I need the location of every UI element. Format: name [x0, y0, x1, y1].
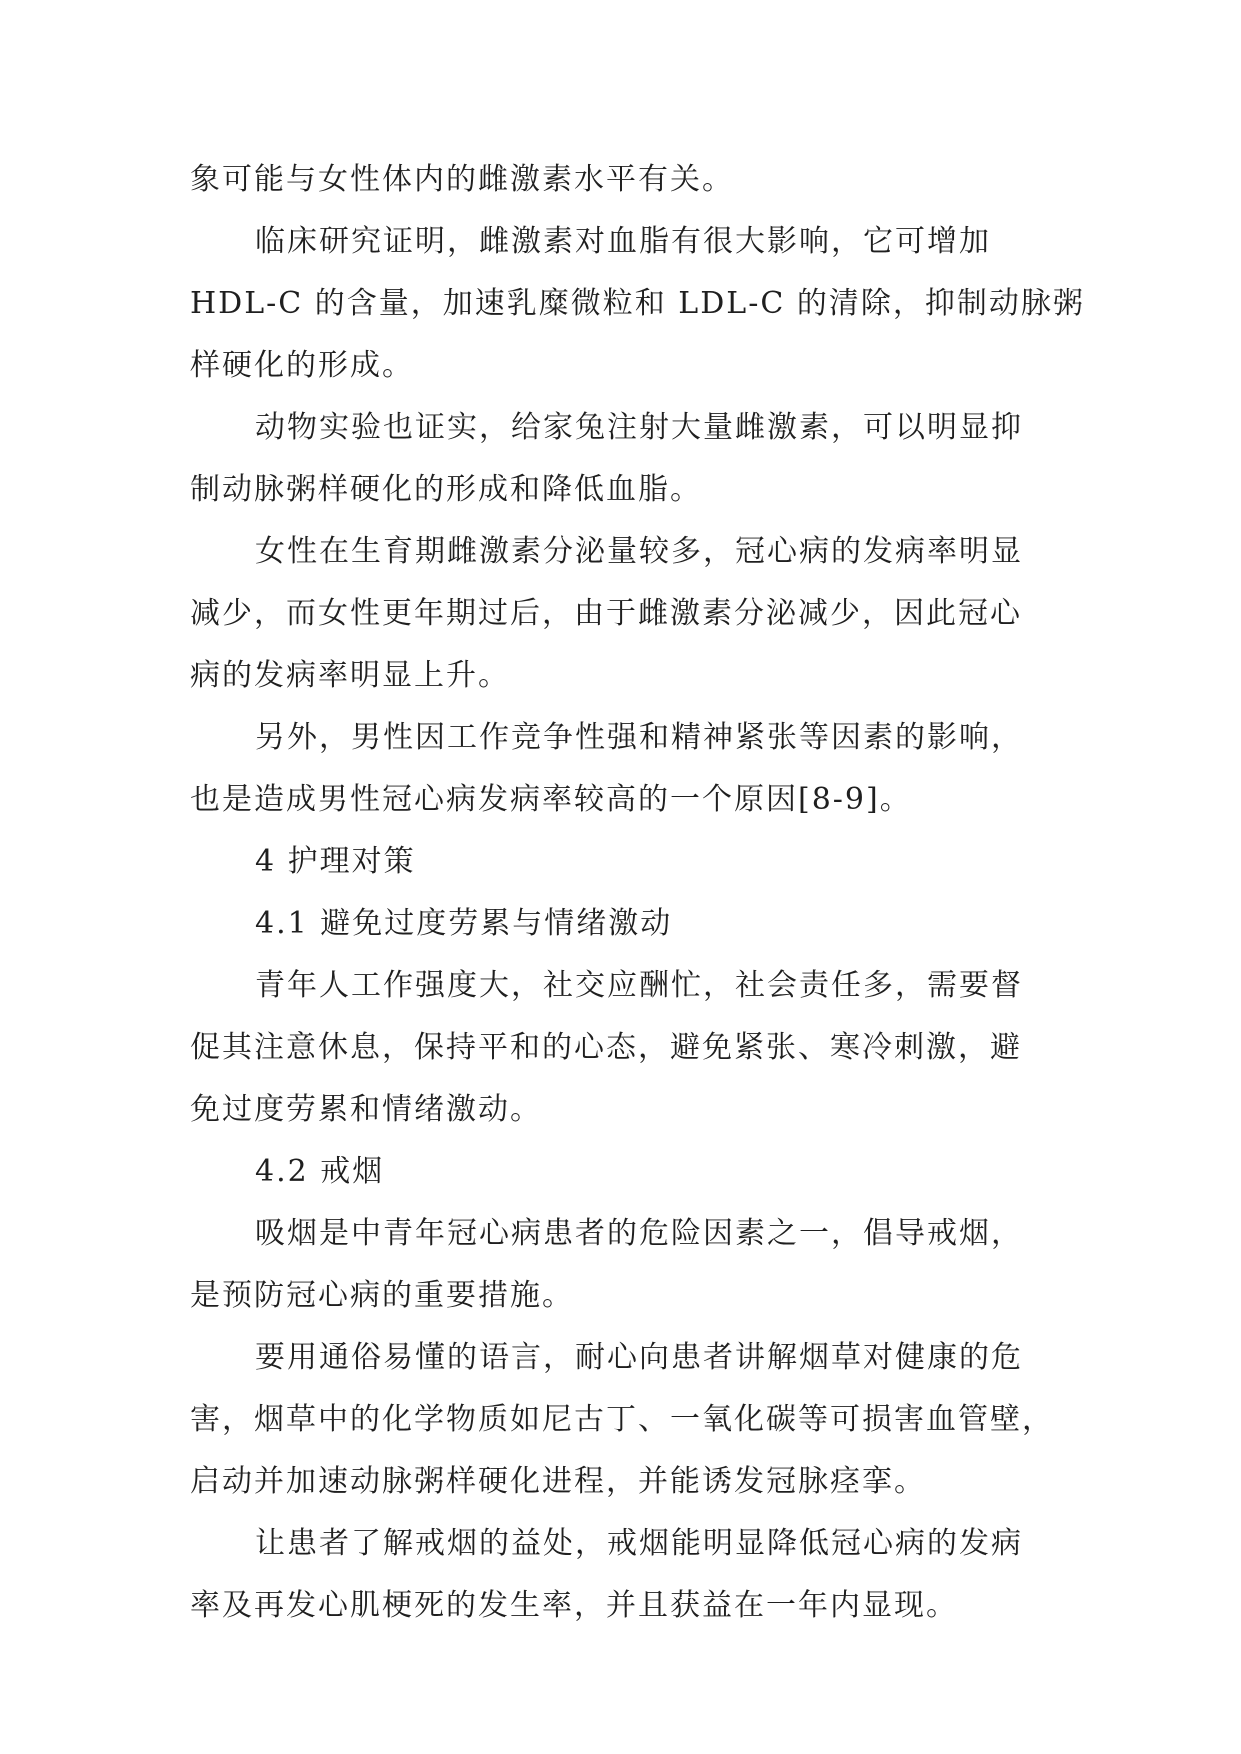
text-line: 象可能与女性体内的雌激素水平有关。	[190, 162, 734, 197]
text-line: 青年人工作强度大，社交应酬忙，社会责任多，需要督	[255, 968, 1023, 1003]
text-line: 促其注意休息，保持平和的心态，避免紧张、寒冷刺激，避	[190, 1030, 1022, 1065]
text-line: 制动脉粥样硬化的形成和降低血脂。	[190, 472, 702, 507]
text-line: 要用通俗易懂的语言，耐心向患者讲解烟草对健康的危	[255, 1340, 1023, 1375]
subsection-heading: 4.1 避免过度劳累与情绪激动	[255, 906, 673, 941]
text-line: 是预防冠心病的重要措施。	[190, 1278, 574, 1313]
text-line: 启动并加速动脉粥样硬化进程，并能诱发冠脉痉挛。	[190, 1464, 926, 1499]
text-line: 样硬化的形成。	[190, 348, 414, 383]
subsection-heading: 4.2 戒烟	[255, 1154, 385, 1189]
text-line: 免过度劳累和情绪激动。	[190, 1092, 542, 1127]
text-line: 动物实验也证实，给家兔注射大量雌激素，可以明显抑	[255, 410, 1023, 445]
text-line: 临床研究证明，雌激素对血脂有很大影响，它可增加	[255, 224, 991, 259]
text-line: 让患者了解戒烟的益处，戒烟能明显降低冠心病的发病	[255, 1526, 1023, 1561]
text-line: 另外，男性因工作竞争性强和精神紧张等因素的影响，	[255, 720, 1023, 755]
text-line: 吸烟是中青年冠心病患者的危险因素之一，倡导戒烟，	[255, 1216, 1023, 1251]
text-line: 害，烟草中的化学物质如尼古丁、一氧化碳等可损害血管壁，	[190, 1402, 1054, 1437]
text-line: 病的发病率明显上升。	[190, 658, 510, 693]
text-line: 也是造成男性冠心病发病率较高的一个原因[8-9]。	[190, 782, 912, 817]
section-heading: 4 护理对策	[255, 844, 416, 879]
text-line: 率及再发心肌梗死的发生率，并且获益在一年内显现。	[190, 1588, 958, 1623]
text-line: 减少，而女性更年期过后，由于雌激素分泌减少，因此冠心	[190, 596, 1022, 631]
text-line: HDL-C 的含量，加速乳糜微粒和 LDL-C 的清除，抑制动脉粥	[190, 286, 1085, 321]
text-line: 女性在生育期雌激素分泌量较多，冠心病的发病率明显	[255, 534, 1023, 569]
